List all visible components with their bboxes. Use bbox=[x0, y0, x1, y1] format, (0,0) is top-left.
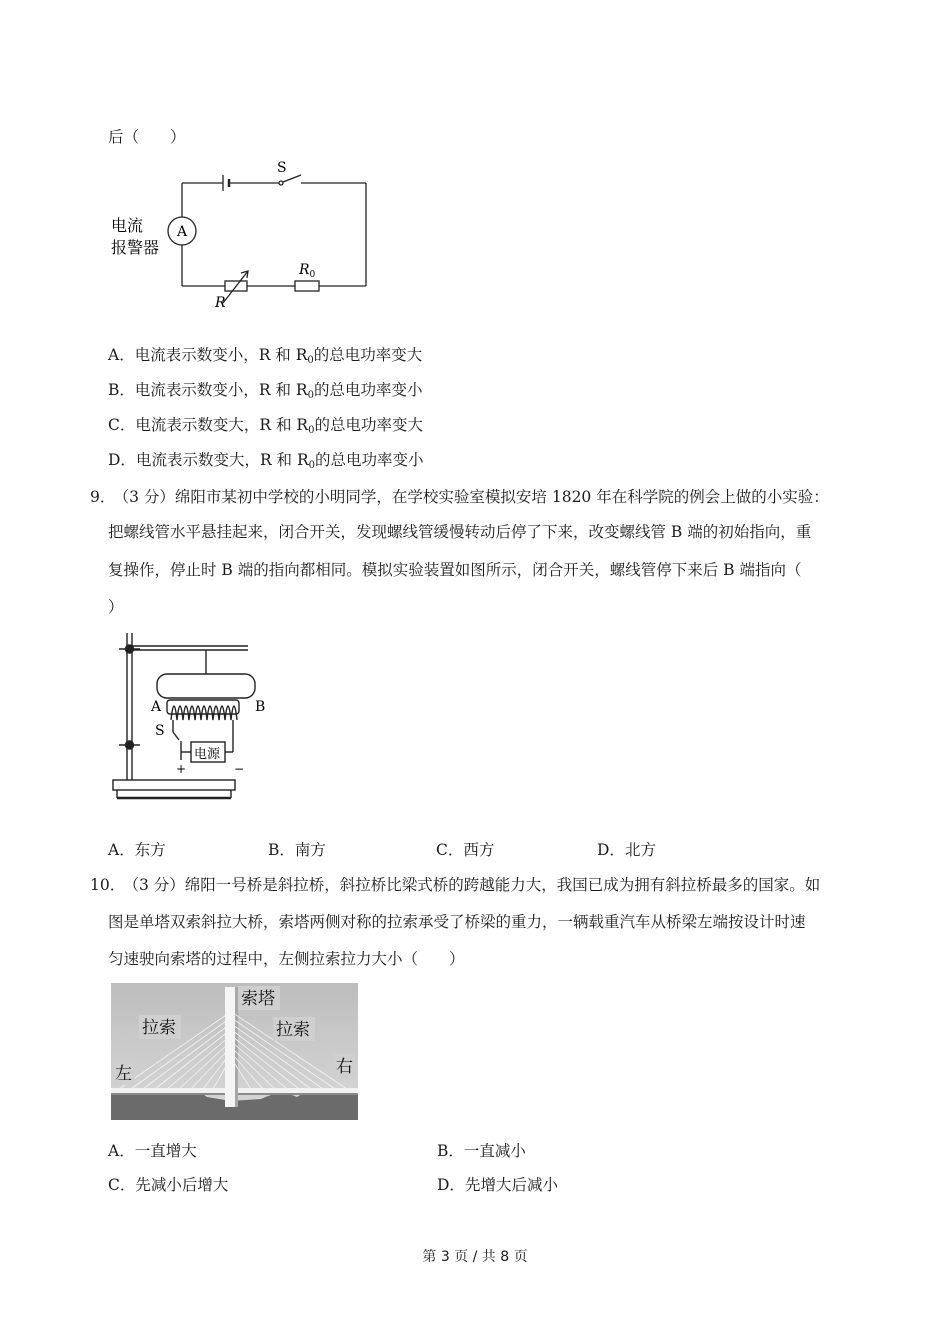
q8-circuit-diagram bbox=[105, 155, 395, 315]
q8-option-d[interactable]: D．电流表示数变大，R 和 $R_0$的总电功率变小 bbox=[108, 451, 424, 471]
q10-stem-line-2: 图是单塔双索斜拉大桥，索塔两侧对称的拉索承受了桥梁的重力，一辆载重汽车从桥梁左端按设计时速 bbox=[108, 913, 806, 931]
q9-solenoid-apparatus bbox=[105, 628, 295, 808]
q10-stem-line-3: 匀速驶向索塔的过程中，左侧拉索拉力大小（ ） bbox=[108, 950, 465, 968]
q10-option-b[interactable]: B．一直减小 bbox=[437, 1142, 526, 1160]
q10-option-d[interactable]: D．先增大后减小 bbox=[437, 1176, 558, 1194]
q8-alarm-label-2: 报警器 bbox=[111, 238, 160, 257]
q8-option-a[interactable]: A．电流表示数变小，R 和 $R_0$的总电功率变大 bbox=[108, 346, 423, 366]
q9-stem-line-4: ） bbox=[108, 598, 124, 616]
q9-switch-label: S bbox=[155, 723, 165, 739]
q10-option-c[interactable]: C．先减小后增大 bbox=[108, 1176, 229, 1194]
q9-option-d[interactable]: D．北方 bbox=[597, 841, 656, 859]
q8-option-b[interactable]: B．电流表示数变小，R 和 $R_0$的总电功率变小 bbox=[108, 381, 423, 401]
q8-option-c[interactable]: C．电流表示数变大，R 和 $R_0$的总电功率变大 bbox=[108, 416, 423, 436]
q8-resistor-label: $R_0$ bbox=[299, 262, 316, 280]
q8-rheostat-label: R bbox=[215, 295, 226, 311]
q9-power-label: 电源 bbox=[194, 747, 221, 762]
q10-label-cable-left: 拉索 bbox=[142, 1018, 176, 1038]
q9-minus: − bbox=[234, 762, 245, 776]
q9-stem-line-1: 9． （3 分）绵阳市某初中学校的小明同学，在学校实验室模拟安培 1820 年在科学院的例会上做的小实验： bbox=[90, 488, 829, 506]
q9-option-c[interactable]: C．西方 bbox=[436, 841, 495, 859]
q10-label-right: 右 bbox=[336, 1057, 353, 1077]
page-footer: 第 3 页 / 共 8 页 bbox=[422, 1249, 528, 1265]
q10-label-tower: 索塔 bbox=[241, 989, 275, 1009]
q10-stem-line-1: 10． （3 分）绵阳一号桥是斜拉桥，斜拉桥比梁式桥的跨越能力大，我国已成为拥有斜拉桥最多的国家。如 bbox=[90, 876, 821, 894]
q9-stem-line-3: 复操作，停止时 B 端的指向都相同。模拟实验装置如图所示，闭合开关，螺线管停下来后 B 端指向（ bbox=[108, 561, 802, 579]
q8-stem-tail: 后（ ） bbox=[108, 128, 186, 146]
q10-option-a[interactable]: A．一直增大 bbox=[108, 1142, 197, 1160]
q10-label-cable-right: 拉索 bbox=[276, 1020, 310, 1040]
q9-end-a: A bbox=[151, 699, 162, 715]
q10-number: 10． bbox=[90, 876, 126, 894]
q8-switch-label: S bbox=[277, 160, 287, 176]
q8-ammeter-symbol: A bbox=[177, 224, 188, 240]
q10-bridge-photo bbox=[111, 983, 358, 1120]
q9-end-b: B bbox=[255, 699, 266, 715]
q9-option-a[interactable]: A．东方 bbox=[108, 841, 166, 859]
q9-number: 9． bbox=[90, 488, 116, 506]
q9-stem-line-2: 把螺线管水平悬挂起来，闭合开关，发现螺线管缓慢转动后停了下来，改变螺线管 B 端的初始指向，重 bbox=[108, 523, 812, 541]
q8-alarm-label-1: 电流 bbox=[111, 216, 144, 235]
q9-plus: + bbox=[176, 762, 187, 776]
q9-option-b[interactable]: B．南方 bbox=[268, 841, 326, 859]
q10-label-left: 左 bbox=[115, 1064, 132, 1084]
